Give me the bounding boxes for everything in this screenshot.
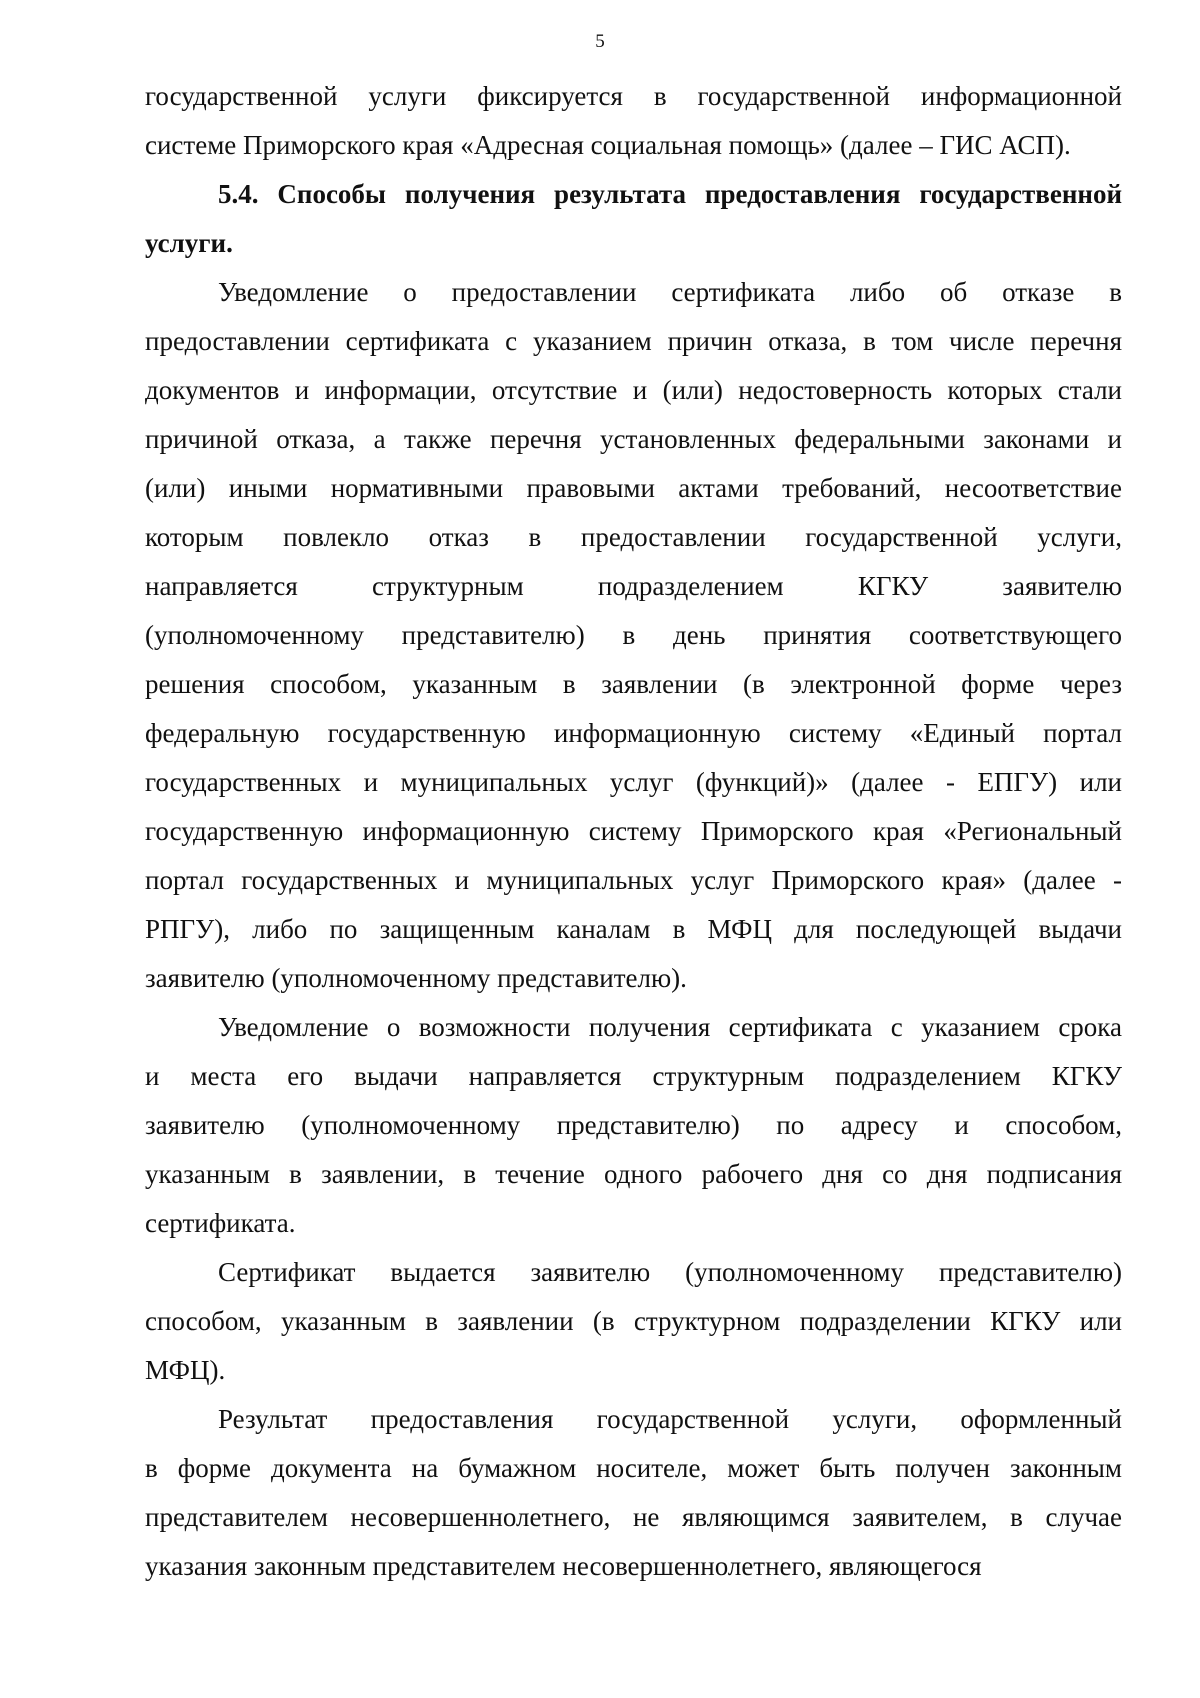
text-line: Уведомление о возможности получения сертификата с указанием срока bbox=[218, 1012, 1122, 1042]
paragraph bbox=[145, 1003, 1122, 1248]
text-line: в форме документа на бумажном носителе, может быть получен законным bbox=[145, 1453, 1122, 1483]
text-line: сертификата. bbox=[145, 1208, 296, 1238]
text-line: документов и информации, отсутствие и (или) недостоверность которых стали bbox=[145, 375, 1122, 405]
text-line: предоставлении сертификата с указанием причин отказа, в том числе перечня bbox=[145, 326, 1122, 356]
paragraph bbox=[145, 268, 1122, 1003]
text-line: государственной услуги фиксируется в государственной информационной bbox=[145, 81, 1122, 111]
text-line: причиной отказа, а также перечня установленных федеральными законами и bbox=[145, 424, 1122, 454]
text-line: указанным в заявлении, в течение одного рабочего дня со дня подписания bbox=[145, 1159, 1122, 1189]
text-line: направляется структурным подразделением КГКУ заявителю bbox=[145, 571, 1122, 601]
text-line: РПГУ), либо по защищенным каналам в МФЦ для последующей выдачи bbox=[145, 914, 1122, 944]
text-line: МФЦ). bbox=[145, 1355, 226, 1385]
text-line: портал государственных и муниципальных услуг Приморского края» (далее - bbox=[145, 865, 1122, 895]
text-line: (уполномоченному представителю) в день принятия соответствующего bbox=[145, 620, 1122, 650]
text-line: Уведомление о предоставлении сертификата либо об отказе в bbox=[218, 277, 1122, 307]
text-line: заявителю (уполномоченному представителю). bbox=[145, 963, 687, 993]
text-line: решения способом, указанным в заявлении (в электронной форме через bbox=[145, 669, 1122, 699]
text-line: Результат предоставления государственной услуги, оформленный bbox=[218, 1404, 1122, 1434]
text-line: государственных и муниципальных услуг (функций)» (далее - ЕПГУ) или bbox=[145, 767, 1122, 797]
text-line: которым повлекло отказ в предоставлении государственной услуги, bbox=[145, 522, 1122, 552]
section-heading bbox=[145, 170, 1122, 268]
text-line: заявителю (уполномоченному представителю) по адресу и способом, bbox=[145, 1110, 1122, 1140]
text-line: государственную информационную систему Приморского края «Региональный bbox=[145, 816, 1122, 846]
paragraph bbox=[145, 1395, 1122, 1591]
text-line: (или) иными нормативными правовыми актами требований, несоответствие bbox=[145, 473, 1122, 503]
text-line: 5.4. Способы получения результата предоставления государственной bbox=[218, 179, 1122, 209]
page-number: 5 bbox=[595, 31, 605, 52]
text-line: и места его выдачи направляется структурным подразделением КГКУ bbox=[145, 1061, 1122, 1091]
document-body bbox=[145, 72, 1122, 1591]
paragraph bbox=[145, 72, 1122, 170]
text-line: услуги. bbox=[145, 228, 233, 258]
paragraph bbox=[145, 1248, 1122, 1395]
text-line: Сертификат выдается заявителю (уполномоченному представителю) bbox=[218, 1257, 1122, 1287]
text-line: указания законным представителем несовершеннолетнего, являющегося bbox=[145, 1551, 982, 1581]
text-line: представителем несовершеннолетнего, не являющимся заявителем, в случае bbox=[145, 1502, 1122, 1532]
text-line: системе Приморского края «Адресная социальная помощь» (далее – ГИС АСП). bbox=[145, 130, 1071, 160]
text-line: способом, указанным в заявлении (в структурном подразделении КГКУ или bbox=[145, 1306, 1122, 1336]
text-line: федеральную государственную информационную систему «Единый портал bbox=[145, 718, 1122, 748]
